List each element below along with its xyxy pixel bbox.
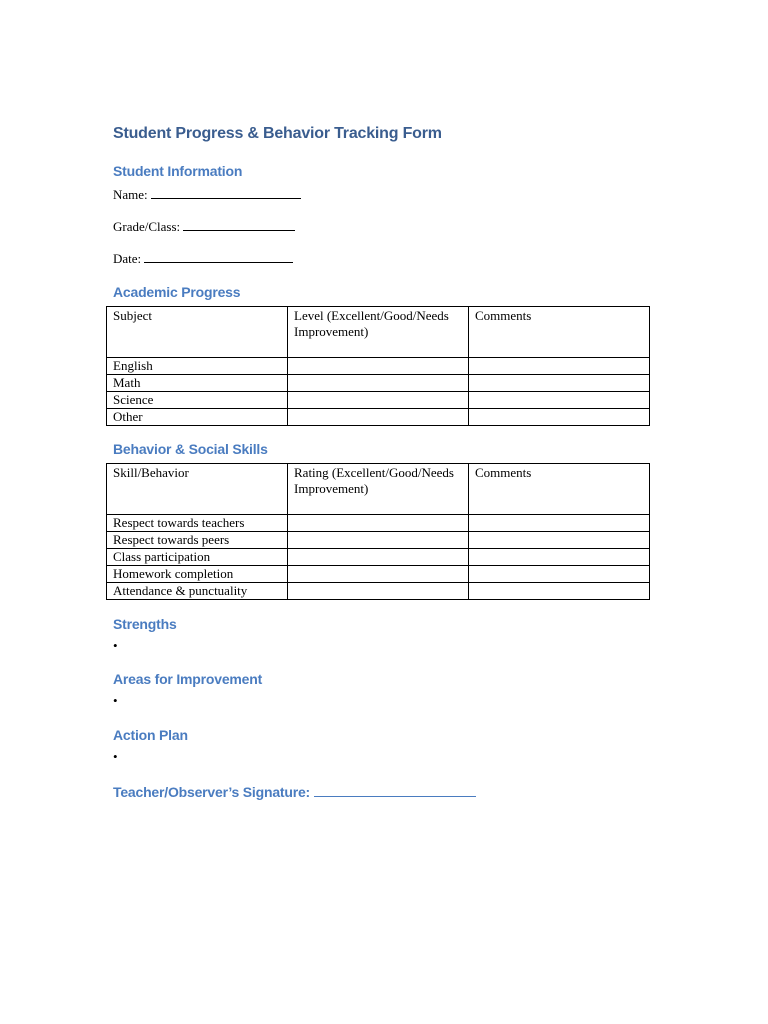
behavior-social-table — [106, 463, 650, 600]
form-title: Student Progress & Behavior Tracking Form — [113, 125, 442, 142]
table-header-row — [107, 464, 650, 515]
level-cell[interactable] — [288, 392, 469, 409]
comments-cell[interactable] — [469, 409, 650, 426]
strengths-heading: Strengths — [113, 616, 177, 632]
rating-cell[interactable] — [288, 566, 469, 583]
comments-cell[interactable] — [469, 375, 650, 392]
behavior-social-heading: Behavior & Social Skills — [113, 441, 268, 457]
comments-cell[interactable] — [469, 392, 650, 409]
table-row — [107, 358, 650, 375]
grade-class-blank-line[interactable] — [183, 218, 295, 231]
comments-cell[interactable] — [469, 532, 650, 549]
header-level: Level (Excellent/Good/Needs Improvement) — [288, 307, 469, 358]
table-row — [107, 566, 650, 583]
academic-progress-heading: Academic Progress — [113, 284, 241, 300]
header-subject: Subject — [107, 307, 288, 358]
signature-field[interactable] — [113, 782, 476, 800]
skill-cell: Respect towards teachers — [107, 515, 288, 532]
subject-cell: English — [107, 358, 288, 375]
name-field[interactable] — [113, 186, 301, 203]
student-info-heading: Student Information — [113, 163, 243, 179]
header-comments: Comments — [469, 307, 650, 358]
table-row — [107, 409, 650, 426]
name-label: Name: — [113, 187, 148, 202]
skill-cell: Respect towards peers — [107, 532, 288, 549]
header-comments: Comments — [469, 464, 650, 515]
table-row — [107, 549, 650, 566]
rating-cell[interactable] — [288, 549, 469, 566]
areas-improvement-heading: Areas for Improvement — [113, 671, 263, 687]
comments-cell[interactable] — [469, 358, 650, 375]
action-plan-heading: Action Plan — [113, 727, 188, 743]
rating-cell[interactable] — [288, 532, 469, 549]
table-row — [107, 532, 650, 549]
signature-blank-line[interactable] — [314, 782, 476, 797]
skill-cell: Attendance & punctuality — [107, 583, 288, 600]
rating-cell[interactable] — [288, 515, 469, 532]
action-plan-bullet[interactable]: • — [113, 749, 118, 764]
table-row — [107, 515, 650, 532]
comments-cell[interactable] — [469, 515, 650, 532]
grade-class-label: Grade/Class: — [113, 219, 181, 234]
comments-cell[interactable] — [469, 566, 650, 583]
signature-label: Teacher/Observer’s Signature: — [113, 784, 311, 800]
grade-class-field[interactable] — [113, 218, 295, 235]
level-cell[interactable] — [288, 409, 469, 426]
header-rating: Rating (Excellent/Good/Needs Improvement) — [288, 464, 469, 515]
skill-cell: Class participation — [107, 549, 288, 566]
subject-cell: Math — [107, 375, 288, 392]
comments-cell[interactable] — [469, 549, 650, 566]
date-field[interactable] — [113, 250, 293, 267]
date-label: Date: — [113, 251, 142, 266]
subject-cell: Science — [107, 392, 288, 409]
date-blank-line[interactable] — [144, 250, 293, 263]
header-skill-behavior: Skill/Behavior — [107, 464, 288, 515]
comments-cell[interactable] — [469, 583, 650, 600]
table-row — [107, 392, 650, 409]
skill-cell: Homework completion — [107, 566, 288, 583]
table-row — [107, 375, 650, 392]
table-row — [107, 583, 650, 600]
strengths-bullet[interactable]: • — [113, 638, 118, 653]
academic-progress-table — [106, 306, 650, 426]
level-cell[interactable] — [288, 375, 469, 392]
name-blank-line[interactable] — [151, 186, 301, 199]
rating-cell[interactable] — [288, 583, 469, 600]
level-cell[interactable] — [288, 358, 469, 375]
subject-cell: Other — [107, 409, 288, 426]
table-header-row — [107, 307, 650, 358]
improvement-bullet[interactable]: • — [113, 693, 118, 708]
